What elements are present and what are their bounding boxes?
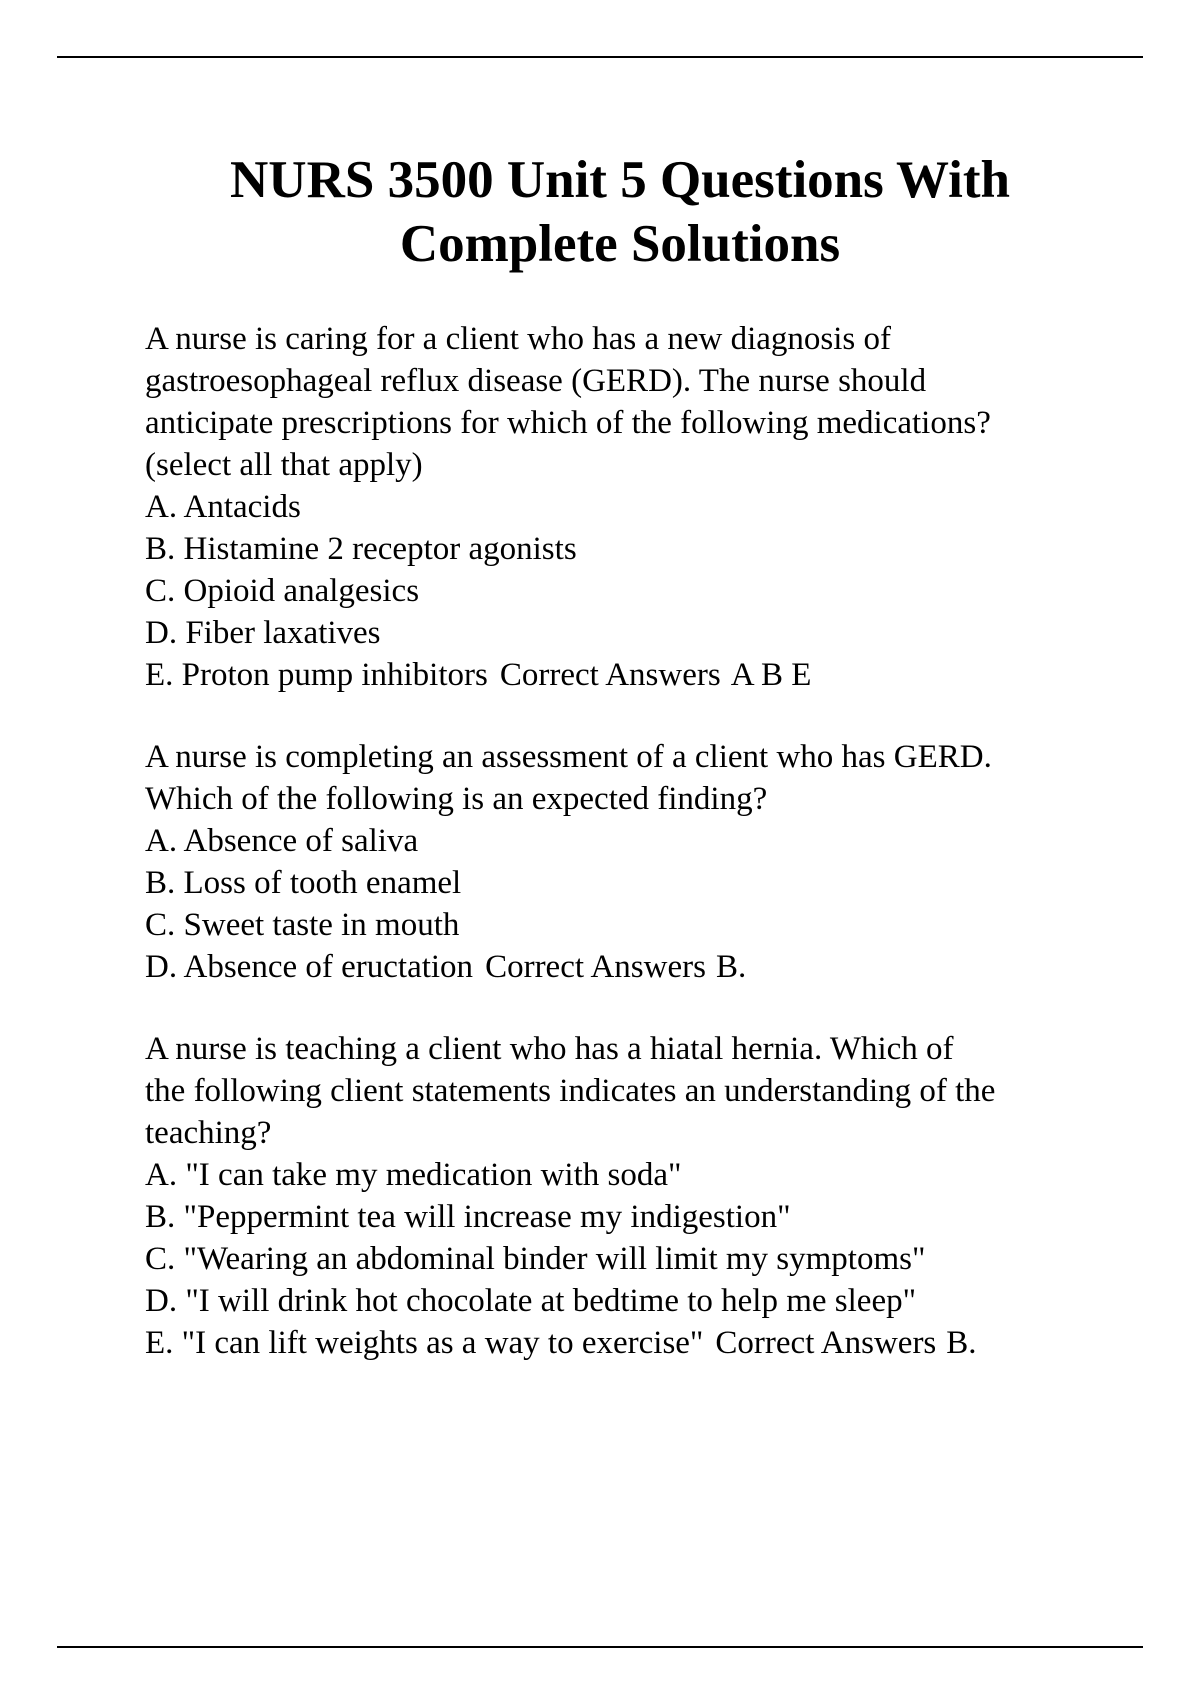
answer-option: E. "I can lift weights as a way to exercise" bbox=[145, 1325, 704, 1361]
correct-answer: A B E bbox=[730, 657, 812, 693]
answer-option-with-solution bbox=[145, 946, 1145, 988]
answer-option: C. Sweet taste in mouth bbox=[145, 907, 460, 943]
answer-option-with-solution bbox=[145, 1322, 1145, 1364]
answer-option: C. "Wearing an abdominal binder will limit my symptoms" bbox=[145, 1241, 926, 1277]
correct-answer: B. bbox=[946, 1325, 977, 1361]
answer-option: D. "I will drink hot chocolate at bedtime to help me sleep" bbox=[145, 1283, 917, 1319]
answer-option: E. Proton pump inhibitors bbox=[145, 657, 488, 693]
question-stem-line: the following client statements indicates an understanding of the bbox=[145, 1073, 996, 1109]
answer-option: D. Fiber laxatives bbox=[145, 615, 381, 651]
document-title bbox=[100, 148, 1140, 276]
question-stem-line: A nurse is completing an assessment of a client who has GERD. bbox=[145, 739, 992, 775]
question-3 bbox=[145, 1028, 1145, 1364]
answer-option: B. "Peppermint tea will increase my indigestion" bbox=[145, 1199, 791, 1235]
title-line: NURS 3500 Unit 5 Questions With bbox=[230, 151, 1010, 209]
correct-answer: B. bbox=[715, 949, 747, 985]
answer-option-with-solution bbox=[145, 654, 1145, 696]
answer-option: B. Histamine 2 receptor agonists bbox=[145, 531, 577, 567]
title-line: Complete Solutions bbox=[399, 215, 841, 273]
bottom-rule bbox=[57, 1646, 1143, 1648]
answer-option: A. "I can take my medication with soda" bbox=[145, 1157, 682, 1193]
answer-option: C. Opioid analgesics bbox=[145, 573, 420, 609]
question-2 bbox=[145, 736, 1145, 988]
question-stem-line: A nurse is caring for a client who has a new diagnosis of bbox=[145, 321, 891, 357]
top-rule bbox=[57, 56, 1143, 58]
question-stem-line: Which of the following is an expected finding? bbox=[145, 781, 768, 817]
question-stem-line: teaching? bbox=[145, 1115, 272, 1151]
correct-answers-label: Correct Answers bbox=[715, 1325, 937, 1361]
questions-list bbox=[145, 318, 1145, 1364]
question-stem-line: gastroesophageal reflux disease (GERD). The nurse should bbox=[145, 363, 927, 399]
question-stem-line: anticipate prescriptions for which of the following medications? bbox=[145, 405, 991, 441]
answer-option: B. Loss of tooth enamel bbox=[145, 865, 462, 901]
question-stem-line: A nurse is teaching a client who has a hiatal hernia. Which of bbox=[145, 1031, 954, 1067]
answer-option: A. Absence of saliva bbox=[145, 823, 419, 859]
question-1 bbox=[145, 318, 1145, 696]
correct-answers-label: Correct Answers bbox=[485, 949, 706, 985]
question-stem-line: (select all that apply) bbox=[145, 447, 423, 483]
answer-option: D. Absence of eructation bbox=[145, 949, 474, 985]
answer-option: A. Antacids bbox=[145, 489, 301, 525]
correct-answers-label: Correct Answers bbox=[499, 657, 721, 693]
